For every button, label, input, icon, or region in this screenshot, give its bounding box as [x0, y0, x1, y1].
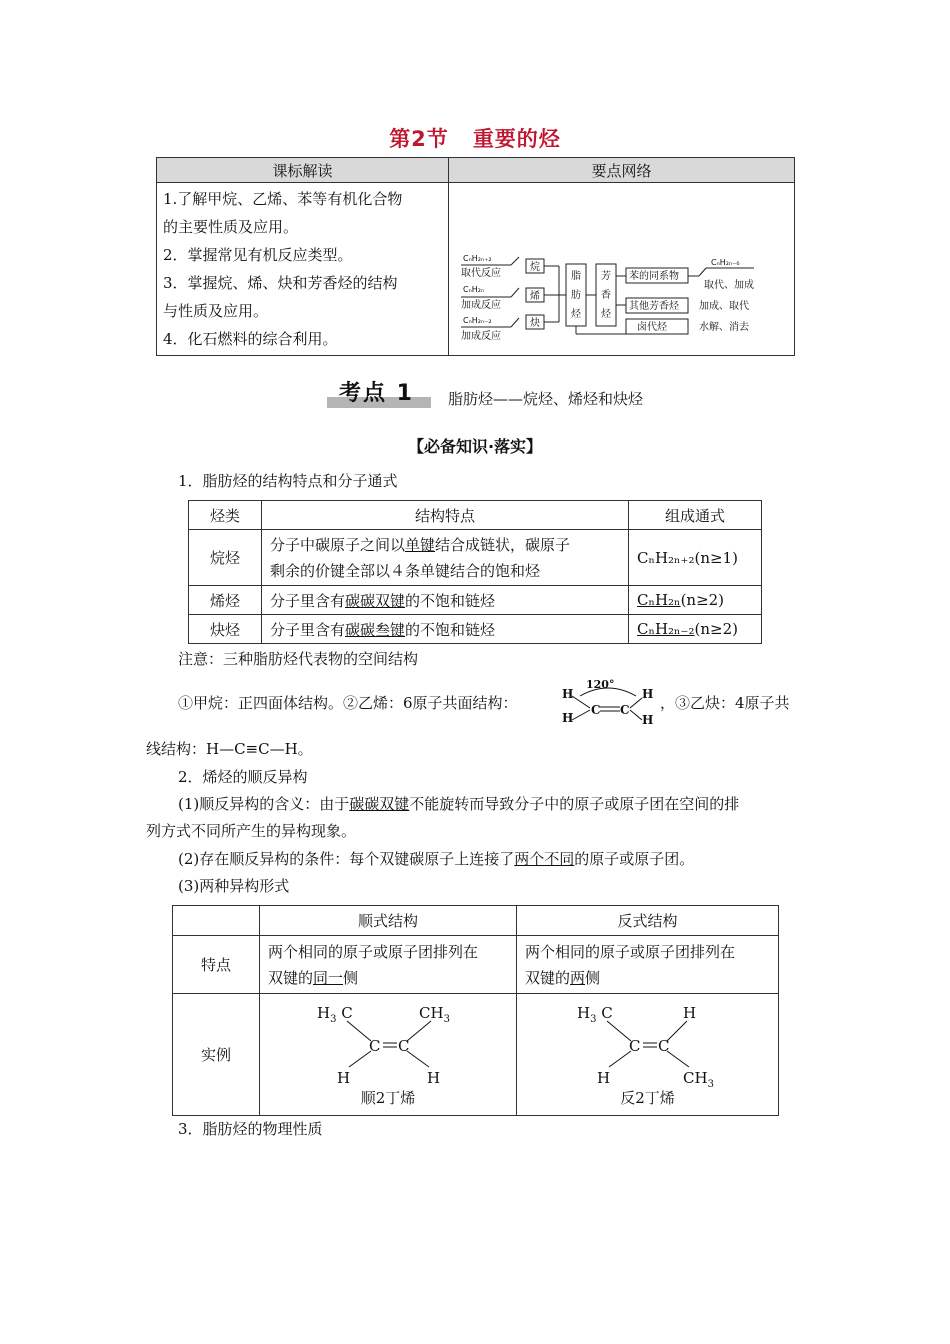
- section-name: 重要的烃: [472, 127, 561, 151]
- svg-text:C: C: [369, 1037, 381, 1055]
- formula-benzene-homolog: CₙH₂ₙ₋₆: [711, 258, 740, 267]
- curriculum-list: [157, 183, 449, 356]
- curriculum-item: 与性质及应用。: [163, 302, 269, 320]
- svg-text:C: C: [620, 703, 630, 717]
- col-formula: 组成通式: [629, 501, 762, 530]
- heading-3: 3．脂肪烃的物理性质: [178, 1120, 323, 1138]
- heading-2: 2．烯烃的顺反异构: [178, 768, 308, 786]
- ethyne-line: ，③乙炔：4原子共: [660, 694, 790, 712]
- reaction-benzene-homolog: 取代、加成: [704, 280, 754, 291]
- cis-name: 顺2丁烯: [360, 1089, 416, 1107]
- paragraph-2: (2)存在顺反异构的条件：每个双键碳原子上连接了两个不同的原子或原子团。: [178, 850, 695, 868]
- box-benzene-homologs: 苯的同系物: [629, 271, 679, 282]
- type-cell: 烯烃: [189, 586, 262, 615]
- network-cell: [449, 183, 795, 356]
- ethylene-structure-diagram: [556, 674, 658, 728]
- trans-feature: 两个相同的原子或原子团排列在 双键的两侧: [517, 936, 779, 994]
- formula-cell: CₙH₂ₙ(n≥2): [629, 586, 762, 615]
- note-line: 注意：三种脂肪烃代表物的空间结构: [178, 650, 419, 668]
- type-cell: 烷烃: [189, 530, 262, 586]
- formula-alkene: CₙH₂ₙ: [463, 285, 485, 294]
- svg-text:H: H: [642, 687, 654, 701]
- row-feature-label: 特点: [173, 936, 260, 994]
- curriculum-item: 1.了解甲烷、乙烯、苯等有机化合物: [163, 190, 403, 208]
- svg-text:C: C: [591, 703, 601, 717]
- kaodian-label: 考点 1: [339, 381, 414, 406]
- curriculum-item: 4．化石燃料的综合利用。: [163, 330, 338, 348]
- reaction-halides: 水解、消去: [699, 322, 749, 333]
- paragraph-1-cont: 列方式不同所产生的异构现象。: [146, 822, 357, 840]
- structure-cell: 分子里含有碳碳双键的不饱和链烃: [262, 586, 629, 615]
- reaction-other-aromatics: 加成、取代: [699, 301, 749, 312]
- svg-text:H: H: [682, 1004, 696, 1022]
- svg-text:H3 C: $H_3$ C: [317, 1004, 353, 1025]
- reaction-alkane: 取代反应: [461, 268, 501, 279]
- box-aliphatic-char: 脂: [571, 271, 581, 282]
- svg-text:C: C: [657, 1037, 669, 1055]
- formula-cell: CₙH₂ₙ₋₂(n≥2): [629, 615, 762, 644]
- trans-2-butene-structure: [563, 1001, 733, 1089]
- box-aliphatic-char: 肪: [571, 290, 581, 301]
- table-row: [189, 586, 762, 615]
- reaction-alkyne: 加成反应: [461, 331, 501, 342]
- box-aromatic-char: 香: [601, 290, 611, 301]
- curriculum-item: 的主要性质及应用。: [163, 218, 299, 236]
- structure-cell: 分子里含有碳碳叁键的不饱和链烃: [262, 615, 629, 644]
- cis-example: [260, 994, 517, 1116]
- heading-1: 1．脂肪烃的结构特点和分子通式: [178, 472, 398, 490]
- table-row: [189, 530, 762, 586]
- kaodian-badge: [327, 378, 431, 408]
- overview-table: [156, 157, 795, 356]
- box-alkyne: 炔: [530, 318, 540, 329]
- knowledge-network-diagram: [449, 184, 794, 354]
- formula-cell: CₙH₂ₙ₊₂(n≥1): [629, 530, 762, 586]
- paragraph-3: (3)两种异构形式: [178, 877, 290, 895]
- col-cis: 顺式结构: [260, 906, 517, 936]
- curriculum-item: 2．掌握常见有机反应类型。: [163, 246, 353, 264]
- svg-text:C: C: [628, 1037, 640, 1055]
- formula-alkyne: CₙH₂ₙ₋₂: [463, 316, 492, 325]
- svg-text:H: H: [337, 1069, 351, 1087]
- page-title: [0, 123, 950, 153]
- formula-alkane: CₙH₂ₙ₊₂: [463, 254, 492, 263]
- col-type: 烃类: [189, 501, 262, 530]
- methane-ethylene-line: ①甲烷：正四面体结构。②乙烯：6原子共面结构：: [178, 694, 518, 712]
- trans-name: 反2丁烯: [620, 1089, 675, 1107]
- box-halides: 卤代烃: [637, 322, 667, 333]
- svg-text:H: H: [642, 713, 654, 727]
- box-other-aromatics: 其他芳香烃: [629, 301, 679, 312]
- curriculum-item: 3．掌握烷、烯、炔和芳香烃的结构: [163, 274, 398, 292]
- box-alkane: 烷: [530, 262, 540, 273]
- aliphatic-table: [188, 500, 762, 644]
- structure-cell: 分子中碳原子之间以单键结合成链状，碳原子 剩余的价键全部以４条单键结合的饱和烃: [262, 530, 629, 586]
- row-example-label: 实例: [173, 994, 260, 1116]
- box-aromatic-char: 芳: [601, 271, 611, 282]
- header-network: 要点网络: [449, 158, 795, 183]
- svg-text:CH3: $CH_3$: [419, 1004, 450, 1025]
- reaction-alkene: 加成反应: [461, 300, 501, 311]
- cis-2-butene-structure: [303, 1001, 473, 1089]
- box-aliphatic-char: 烃: [571, 309, 581, 320]
- header-curriculum: 课标解读: [157, 158, 449, 183]
- bond-angle-label: 120°: [586, 678, 615, 691]
- section-banner: 【必备知识·落实】: [407, 437, 543, 456]
- paragraph-1: (1)顺反异构的含义：由于碳碳双键不能旋转而导致分子中的原子或原子团在空间的排: [178, 795, 740, 813]
- svg-text:H: H: [596, 1069, 610, 1087]
- kaodian-subtitle: 脂肪烃——烷烃、烯烃和炔烃: [448, 390, 644, 408]
- col-trans: 反式结构: [517, 906, 779, 936]
- trans-example: [517, 994, 779, 1116]
- type-cell: 炔烃: [189, 615, 262, 644]
- svg-text:H: H: [562, 687, 574, 701]
- table-row: [189, 615, 762, 644]
- box-alkene: 烯: [530, 291, 540, 302]
- svg-text:H: H: [427, 1069, 441, 1087]
- svg-text:CH3: $CH_3$: [682, 1069, 714, 1089]
- svg-text:H3 C: $H_3$ C: [576, 1004, 613, 1025]
- svg-text:H: H: [562, 711, 574, 725]
- section-number: 第2节: [389, 127, 449, 151]
- col-structure: 结构特点: [262, 501, 629, 530]
- cis-feature: 两个相同的原子或原子团排列在 双键的同一侧: [260, 936, 517, 994]
- box-aromatic-char: 烃: [601, 309, 611, 320]
- isomer-table: [172, 905, 779, 1116]
- ethyne-structure-line: 线结构：H—C≡C—H。: [146, 740, 313, 758]
- svg-text:C: C: [398, 1037, 410, 1055]
